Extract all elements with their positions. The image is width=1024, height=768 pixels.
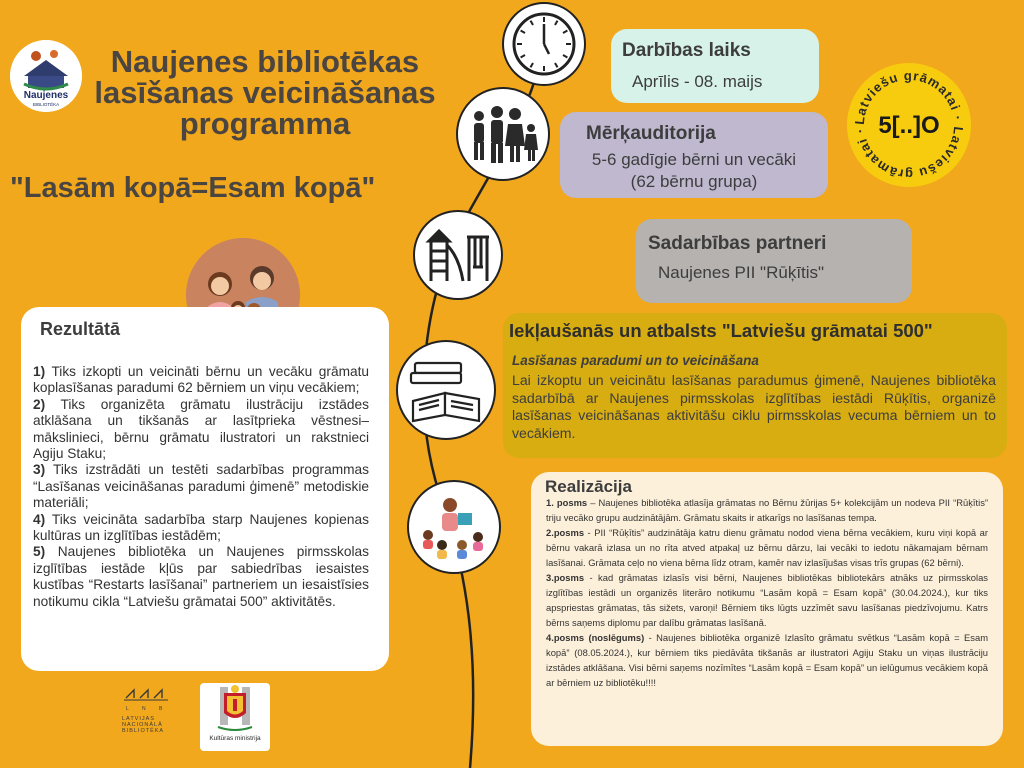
lnb-letters: L N B bbox=[126, 706, 169, 712]
books-icon bbox=[396, 340, 496, 440]
realization-card bbox=[531, 472, 1003, 746]
partners-card bbox=[636, 219, 912, 303]
result-item: 5) Naujenes bibliotēka un Naujenes pirmsskolas izglītības iestāde kļūs par sabiedrības iesaistes kustības “Restarts lasīšanai” partneriem un iesaistīsies notikumu cikla “Latviešu grāmatai 500” aktivitātēs. bbox=[33, 544, 369, 609]
partners-heading: Sadarbības partneri bbox=[648, 233, 827, 254]
support-body: Lai izkoptu un veicinātu lasīšanas paradumus ģimenē, Naujenes bibliotēka sadarbībā ar Naujenes pirmsskolas izglītības iestādi Rūķītis, organizē lasīšanas veicināšanas aktivitāšu ciklu pirmsskolas vecuma bērniem un to vecākiem. bbox=[512, 372, 996, 441]
audience-heading: Mērķauditorija bbox=[586, 123, 716, 144]
title-line-2: lasīšanas veicināšanas bbox=[94, 75, 436, 110]
classroom-illustration bbox=[407, 480, 501, 574]
results-heading: Rezultātā bbox=[40, 319, 121, 339]
lnb-line-1: LATVIJAS bbox=[122, 716, 155, 722]
timing-value: Aprīlis - 08. maijs bbox=[632, 72, 763, 91]
result-item: 2) Tiks organizēta grāmatu ilustrāciju izstādes atklāšana un tikšanās ar lasītprieka vēstnesi–mākslinieci, bērnu grāmatu ilustratori un rakstnieci Agiju Staku; bbox=[33, 396, 369, 462]
audience-line-2: (62 bērnu grupa) bbox=[630, 172, 758, 191]
audience-card bbox=[560, 112, 828, 198]
lnb-line-2: NACIONĀLĀ bbox=[122, 722, 163, 728]
library-logo bbox=[10, 40, 82, 112]
ministry-logo bbox=[200, 683, 270, 751]
ministry-name: Kultūras ministrija bbox=[209, 735, 261, 742]
page-title bbox=[80, 46, 450, 139]
support-card bbox=[503, 313, 1007, 458]
realization-steps bbox=[546, 495, 988, 690]
lnb-line-3: BIBLIOTĒKA bbox=[122, 728, 165, 734]
clock-icon bbox=[502, 2, 586, 86]
playground-icon bbox=[413, 210, 503, 300]
result-item: 4) Tiks veicināta sadarbība starp Naujenes kopienas kultūras un izglītības iestādēm; bbox=[33, 511, 369, 544]
partners-value: Naujenes PII "Rūķītis" bbox=[658, 263, 825, 282]
audience-line-1: 5-6 gadīgie bērni un vecāki bbox=[591, 150, 797, 169]
realization-step: 3.posms - kad grāmatas izlasīs visi bērni, Naujenes bibliotēkas bibliotekārs atnāks uz pirmsskolas izglītības iestādi un organizēs literāro notikumu “Lasām kopā = Esam kopā” (30.04.2024.), kur tiks apspriestas grāmatas, tās sižets, varoņi! Bērniem tiks lūgts uzzīmēt savu lasīšanas piedzīvojumu. Katrs bērns saņems diplomu par dalību grāmatas lasīšanā. bbox=[546, 572, 988, 628]
results-card bbox=[21, 307, 389, 671]
title-line-3: programma bbox=[179, 106, 351, 141]
lnb-logo bbox=[122, 686, 184, 746]
timing-heading: Darbības laiks bbox=[622, 40, 751, 61]
timing-card bbox=[611, 29, 819, 103]
title-line-1: Naujenes bibliotēkas bbox=[110, 44, 420, 79]
realization-step: 2.posms - PII “Rūķītis” audzinātāja katru dienu grāmatu nodod viena bērna vecākiem, kuru viņi kopā ar bērnu vakarā izlasa un no rīta atved atpakaļ uz bērnu dārzu, lai vecāki to iedotu nākamajam bērnam lasīšanai. Grāmata ceļo no viena bērna līdz otram, kamēr nav izlasījušas visas trīs grupas (62 bērni). bbox=[546, 527, 988, 568]
slogan: "Lasām kopā=Esam kopā" bbox=[10, 172, 376, 204]
result-item: 3) Tiks izstrādāti un testēti sadarbības programmas “Lasīšanas veicināšanas paradumi ģimenē” metodiskie materiāli; bbox=[33, 462, 369, 511]
support-heading: Iekļaušanās un atbalsts "Latviešu grāmatai 500" bbox=[509, 320, 933, 341]
latviesu-gramatai-badge bbox=[846, 62, 972, 188]
logo-name: Naujenes bbox=[23, 90, 69, 101]
badge-center: 5[..]O bbox=[878, 112, 940, 139]
result-item: 1) Tiks izkopti un veicināti bērnu un vecāku grāmatu koplasīšanas paradumi 62 bērniem un viņu vecākiem; bbox=[33, 364, 369, 396]
realization-step: 1. posms – Naujenes bibliotēka atlasīja grāmatas no Bērnu žūrijas 5+ kolekcijām un nodeva PII “Rūķītis” triju vecāko grupu audzinātājām. Grāmatu skaits ir atkarīgs no lasīšanas tempa. bbox=[546, 497, 989, 523]
support-subheading: Lasīšanas paradumi un to veicināšana bbox=[512, 353, 759, 368]
results-list bbox=[33, 364, 369, 610]
logo-sub: BIBLIOTĒKA bbox=[32, 102, 60, 107]
realization-heading: Realizācija bbox=[545, 477, 632, 496]
realization-step: 4.posms (noslēgums) - Naujenes bibliotēka organizē Izlasīto grāmatu svētkus “Lasām kopā = Esam kopā” (08.05.2024.), kur bērniem tiks piedāvāta tikšanās ar ilustratori Agiju Staku un viņas ilustrāciju izstādes atklāšana. Visi bērni saņems nozīmītes “Lasām kopā = Esam kopā” un ielūgumus vecākiem kopā ar bērniem uz bibliotēku!!!! bbox=[546, 632, 988, 688]
family-icon bbox=[456, 87, 550, 181]
badge-ring-text: Latviešu grāmatai · Latviešu grāmatai · bbox=[851, 67, 967, 183]
